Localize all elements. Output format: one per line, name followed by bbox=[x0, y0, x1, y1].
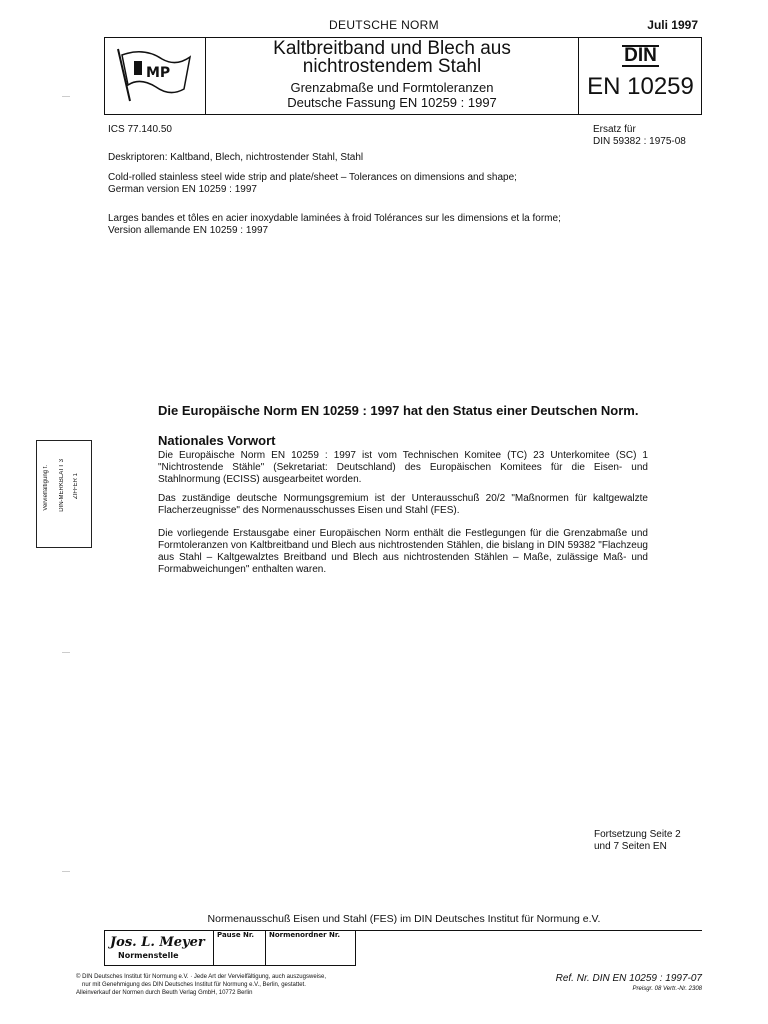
german-version-label: Deutsche Fassung EN 10259 : 1997 bbox=[287, 95, 497, 110]
flag-logo-icon bbox=[104, 37, 204, 113]
pause-label: Pause Nr. bbox=[217, 931, 254, 939]
pause-number-box bbox=[214, 930, 266, 966]
logo-cell bbox=[104, 37, 206, 115]
stamp-line-3: ZIFFER 1 bbox=[73, 473, 79, 500]
norm-number: EN 10259 bbox=[587, 73, 694, 100]
status-statement: Die Europäische Norm EN 10259 : 1997 hat den Status einer Deutschen Norm. bbox=[158, 403, 639, 418]
foreword-paragraph-3: Die vorliegende Erstausgabe einer Europäischen Norm enthält die Festlegungen für die Grenzabmaße und Formtoleranzen von Kaltbreitband und Blech aus nichtrostenden Stählen, die bislang in DIN 59382 "Flachzeug aus Stahl – Kaltgewalztes Breitband und Blech aus nichtrostenden Stählen – Maße, zulässige Maß- und Formabweichungen" enthalten waren. bbox=[158, 528, 648, 575]
din-mark: DIN bbox=[624, 45, 657, 66]
continuation-line-1: Fortsetzung Seite 2 bbox=[594, 829, 681, 840]
logo-text: MP bbox=[146, 65, 171, 81]
copyright-line-1: © DIN Deutsches Institut für Normung e.V. · Jede Art der Vervielfältigung, auch auszugsweise, bbox=[76, 974, 326, 980]
continuation-line-2: und 7 Seiten EN bbox=[594, 841, 667, 852]
copyright-notice bbox=[76, 973, 326, 997]
publication-date: Juli 1997 bbox=[647, 18, 698, 32]
stamp-line-1: Vervielfältigung f. bbox=[43, 465, 49, 511]
continuation-note bbox=[594, 829, 681, 853]
din-number-cell bbox=[578, 37, 702, 115]
signature-name: Jos. L. Meyer bbox=[110, 935, 205, 950]
foreword-paragraph-2: Das zuständige deutsche Normungsgremium ist der Unterausschuß 20/2 "Maßnormen für kaltgewalzte Flacherzeugnisse" des Normenausschusses Eisen und Stahl (FES). bbox=[158, 493, 648, 516]
stamp-line-2: DIN-MERKBLATT 3 bbox=[59, 459, 65, 512]
english-title: Cold-rolled stainless steel wide strip and plate/sheet – Tolerances on dimensions and shape; bbox=[108, 172, 517, 183]
copyright-line-2: nur mit Genehmigung des DIN Deutsches Institut für Normung e.V., Berlin, gestattet. bbox=[82, 982, 306, 988]
side-stamp bbox=[36, 440, 92, 548]
price-group: Preisgr. 08 Vertr.-Nr. 2308 bbox=[632, 986, 702, 992]
french-title-block bbox=[108, 213, 578, 237]
english-version: German version EN 10259 : 1997 bbox=[108, 184, 257, 195]
margin-mark bbox=[62, 652, 70, 653]
margin-mark bbox=[62, 871, 70, 872]
document-title: Kaltbreitband und Blech aus nichtrostendem Stahl bbox=[273, 38, 511, 77]
reference-number: Ref. Nr. DIN EN 10259 : 1997-07 bbox=[555, 973, 702, 984]
english-title-block bbox=[108, 172, 548, 196]
replaces-label: Ersatz für bbox=[593, 124, 636, 135]
standards-committee: Normenausschuß Eisen und Stahl (FES) im DIN Deutsches Institut für Normung e.V. bbox=[207, 913, 601, 925]
ics-code: ICS 77.140.50 bbox=[108, 124, 172, 135]
folder-label: Normenordner Nr. bbox=[269, 931, 341, 939]
document-subtitle: Grenzabmaße und Formtoleranzen bbox=[290, 80, 494, 95]
copyright-line-3: Alleinverkauf der Normen durch Beuth Verlag GmbH, 10772 Berlin bbox=[76, 990, 253, 996]
replaces-block bbox=[593, 124, 686, 148]
french-title: Larges bandes et tôles en acier inoxydable laminées à froid Tolérances sur les dimensions et la forme; bbox=[108, 213, 561, 224]
margin-mark bbox=[62, 96, 70, 97]
replaces-value: DIN 59382 : 1975-08 bbox=[593, 136, 686, 147]
descriptors: Deskriptoren: Kaltband, Blech, nichtrostender Stahl, Stahl bbox=[108, 152, 364, 163]
folder-number-box bbox=[266, 930, 356, 966]
title-cell bbox=[206, 40, 578, 110]
document-type-label: DEUTSCHE NORM bbox=[329, 18, 439, 32]
french-version: Version allemande EN 10259 : 1997 bbox=[108, 225, 269, 236]
foreword-paragraph-1: Die Europäische Norm EN 10259 : 1997 ist vom Technischen Komitee (TC) 23 Unterkomitee (SC) 1 "Nichtrostende Stähle" (Sekretariat: Deutschland) des Europäischen Komitees für die Eisen- und Stahlnormung (ECISS) ausgearbeitet worden. bbox=[158, 450, 648, 485]
national-foreword-heading: Nationales Vorwort bbox=[158, 433, 276, 448]
signature-role: Normenstelle bbox=[118, 951, 179, 960]
